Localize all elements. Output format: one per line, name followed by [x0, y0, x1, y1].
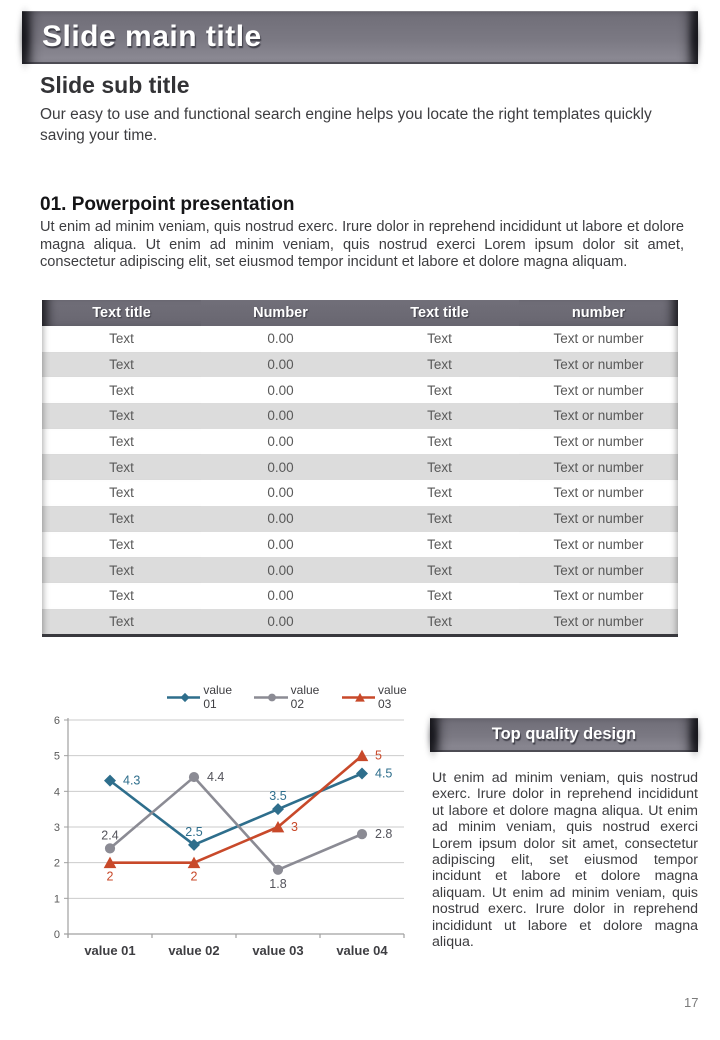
table-cell: Text [42, 557, 201, 583]
svg-text:1.8: 1.8 [269, 876, 287, 891]
svg-text:2.8: 2.8 [375, 827, 393, 842]
table-cell: 0.00 [267, 588, 294, 604]
main-title-ribbon [22, 11, 698, 64]
table-cell: 0.00 [267, 434, 294, 450]
table-cell: Text or number [519, 454, 678, 480]
table-cell: 0.00 [267, 331, 294, 347]
table-cell: Text or number [519, 557, 678, 583]
svg-text:2: 2 [106, 869, 114, 884]
table-cell: 0.00 [267, 408, 294, 424]
table-cell: Text [427, 331, 452, 347]
intro-paragraph: Our easy to use and functional search engine helps you locate the right templates quickly saving your time. [40, 106, 652, 144]
section-paragraph: Ut enim ad minim veniam, quis nostrud exerc. Irure dolor in reprehend incididunt ut labore et dolore magna aliqua. Ut enim ad minim veniam, quis nostrud exerci Lorem ipsum dolor sit amet, consectetur adipiscing elit, set eiusmod tempor incidunt et labore et dolore magna aliquam. [40, 219, 684, 271]
table-row [42, 609, 678, 636]
svg-text:3: 3 [291, 820, 298, 834]
table-cell: Text [42, 429, 201, 455]
table-cell: 0.00 [267, 485, 294, 501]
table-cell: Text [42, 352, 201, 378]
legend-label: value 02 [290, 683, 320, 711]
aside-title-ribbon [430, 718, 698, 752]
svg-text:2: 2 [53, 857, 60, 870]
table-cell: Text [427, 485, 452, 501]
table-row [42, 377, 678, 403]
svg-text:4.3: 4.3 [123, 773, 141, 788]
table-cell: 0.00 [267, 357, 294, 373]
table-cell: Text or number [519, 403, 678, 429]
svg-text:0: 0 [53, 929, 60, 941]
table-header-cell: number [519, 300, 678, 326]
table-cell: Text or number [519, 480, 678, 506]
table-cell: Text [42, 403, 201, 429]
line-chart-block [35, 680, 420, 972]
table-cell: Text [427, 562, 452, 578]
svg-text:5: 5 [375, 748, 382, 763]
table-row [42, 403, 678, 429]
table-cell: Text [427, 382, 452, 398]
table-cell: Text or number [519, 326, 678, 352]
table-cell: Text [42, 583, 201, 609]
table-row [42, 506, 678, 532]
svg-text:2.4: 2.4 [101, 828, 119, 843]
table-cell: Text [42, 326, 201, 352]
table-cell: Text or number [519, 532, 678, 558]
table-row [42, 454, 678, 480]
svg-text:value 02: value 02 [168, 943, 220, 958]
table-header-row [42, 300, 678, 326]
legend-label: value 01 [203, 683, 233, 711]
svg-text:3: 3 [53, 822, 60, 834]
table-cell: 0.00 [267, 382, 294, 398]
line-chart [35, 680, 420, 972]
legend-label: value 03 [377, 683, 407, 711]
table-cell: Text [427, 459, 452, 475]
svg-text:value 01: value 01 [84, 943, 136, 958]
table-row [42, 326, 678, 352]
section-heading: 01. Powerpoint presentation [40, 194, 295, 215]
table-cell: 0.00 [267, 536, 294, 552]
svg-text:value 03: value 03 [252, 943, 304, 958]
svg-text:4.4: 4.4 [207, 770, 225, 785]
table-cell: Text [42, 480, 201, 506]
table-cell: Text [427, 588, 452, 604]
table-header-cell: Number [201, 300, 360, 326]
svg-text:2: 2 [190, 869, 198, 884]
svg-text:6: 6 [53, 715, 60, 727]
table-cell: Text or number [519, 352, 678, 378]
table-cell: Text or number [519, 609, 678, 636]
table-row [42, 352, 678, 378]
table-cell: Text [42, 377, 201, 403]
table-cell: 0.00 [267, 511, 294, 527]
table-header-cell: Text title [360, 300, 519, 326]
table-cell: Text [427, 536, 452, 552]
table-cell: Text [427, 357, 452, 373]
svg-text:value 04: value 04 [336, 943, 388, 958]
page-number: 17 [684, 995, 699, 1010]
svg-text:4: 4 [53, 786, 60, 799]
svg-text:2.5: 2.5 [185, 824, 203, 839]
table-cell: Text [42, 532, 201, 558]
table-cell: Text or number [519, 429, 678, 455]
table-cell: Text [42, 506, 201, 532]
slide-subtitle: Slide sub title [40, 72, 190, 98]
table-cell: Text or number [519, 377, 678, 403]
table-cell: Text [427, 408, 452, 424]
table-header-cell: Text title [42, 300, 201, 326]
table-row [42, 429, 678, 455]
table-header [42, 300, 678, 326]
table-row [42, 480, 678, 506]
table-cell: 0.00 [267, 613, 294, 629]
data-table [42, 300, 678, 637]
table-cell: Text or number [519, 506, 678, 532]
table-cell: 0.00 [267, 562, 294, 578]
table-cell: Text [42, 454, 201, 480]
svg-text:4.5: 4.5 [375, 766, 393, 781]
table-cell: Text [42, 609, 201, 636]
page-title: Slide main title [42, 20, 262, 53]
aside-title: Top quality design [491, 725, 637, 743]
svg-text:5: 5 [53, 750, 60, 763]
table-cell: 0.00 [267, 459, 294, 475]
table-row [42, 557, 678, 583]
aside-paragraph: Ut enim ad minim veniam, quis nostrud exerc. Irure dolor in reprehend incididunt ut labore et dolore magna aliqua. Ut enim ad minim veniam, quis nostrud exerci Lorem ipsum dolor sit amet, consectetur adipiscing elit, set eiusmod tempor incidunt et labore et dolore magna aliquam. Ut enim ad minim veniam, quis nostrud exerc. Irure dolor in reprehend incididunt ut labore et dolore magna aliqua. [432, 770, 698, 951]
svg-text:3.5: 3.5 [269, 789, 287, 804]
table-row [42, 532, 678, 558]
table-row [42, 583, 678, 609]
table-body [42, 326, 678, 636]
table-cell: Text [427, 613, 452, 629]
table-cell: Text [427, 434, 452, 450]
table-cell: Text or number [519, 583, 678, 609]
table-cell: Text [427, 511, 452, 527]
svg-text:1: 1 [53, 893, 60, 906]
